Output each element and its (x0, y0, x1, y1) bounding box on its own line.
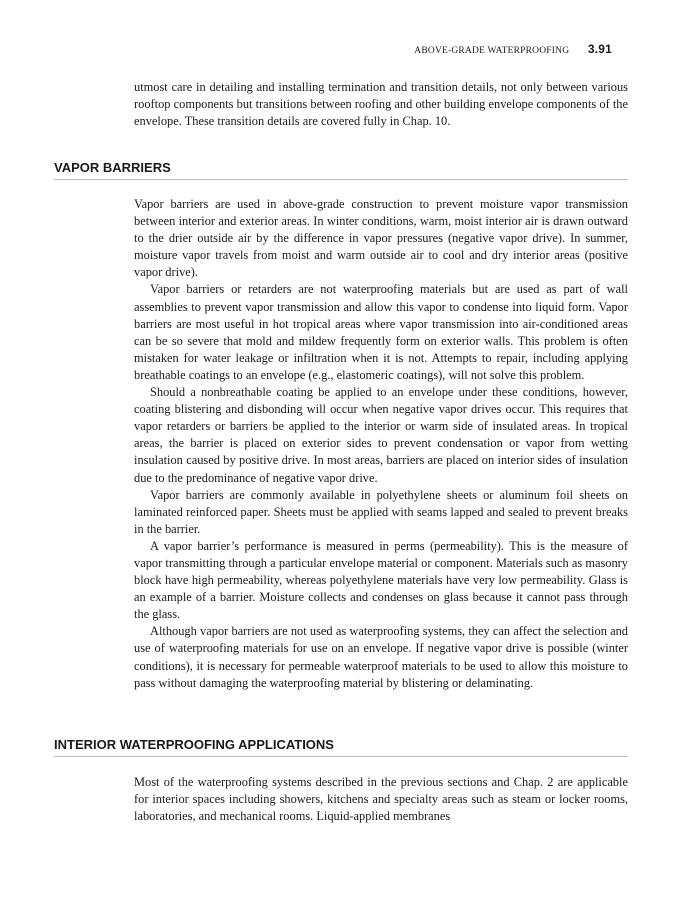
section-heading-vapor-barriers: VAPOR BARRIERS (54, 160, 628, 180)
section-heading-interior-waterproofing: INTERIOR WATERPROOFING APPLICATIONS (54, 737, 628, 757)
section-body-interior-waterproofing (134, 774, 628, 825)
paragraph: Vapor barriers are commonly available in polyethylene sheets or aluminum foil sheets on laminated reinforced paper. Sheets must be applied with seams lapped and sealed to prevent breaks in the barrier. (134, 487, 628, 536)
page-number: 3.91 (587, 42, 612, 56)
intro-paragraph: utmost care in detailing and installing termination and transition details, not only between various rooftop components but transitions between roofing and other building envelope components of the envelope. These transition details are covered fully in Chap. 10. (134, 80, 628, 129)
paragraph: Most of the waterproofing systems described in the previous sections and Chap. 2 are applicable for interior spaces including showers, kitchens and specialty areas such as steam or locker rooms, laboratories, and mechanical rooms. Liquid-applied membranes (134, 775, 628, 824)
paragraph: Should a nonbreathable coating be applied to an envelope under these conditions, however, coating blistering and disbonding will occur when negative vapor drives occur. This requires that vapor retarders or barriers be applied to the interior or warm side of insulated areas. In tropical areas, the barrier is placed on exterior sides to prevent condensation or vapor from wetting insulation caused by positive drive. In most areas, barriers are placed on interior sides of insulation due to the predominance of negative vapor drive. (134, 385, 628, 485)
running-title: ABOVE-GRADE WATERPROOFING (414, 46, 570, 56)
running-header (0, 42, 612, 56)
paragraph: Although vapor barriers are not used as waterproofing systems, they can affect the selection and use of waterproofing materials for use on an envelope. If negative vapor drive is possible (winter conditions), it is necessary for permeable waterproof materials to be used to allow this moisture to pass without damaging the waterproofing material by blistering or delaminating. (134, 624, 628, 690)
section-body-vapor-barriers (134, 196, 628, 692)
paragraph: Vapor barriers or retarders are not waterproofing materials but are used as part of wall assemblies to prevent vapor transmission and allow this vapor to condense into liquid form. Vapor barriers are most useful in hot tropical areas where vapor transmission into air-conditioned areas can be so severe that mold and mildew frequently form on exterior walls. This problem is often mistaken for water leakage or infiltration when it is not. Attempts to repair, including applying breathable coatings to an envelope (e.g., elastomeric coatings), will not solve this problem. (134, 282, 628, 382)
intro-block (134, 79, 628, 130)
paragraph: Vapor barriers are used in above-grade construction to prevent moisture vapor transmission between interior and exterior areas. In winter conditions, warm, moist interior air is drawn outward to the drier outside air by the difference in vapor pressures (negative vapor drive). In summer, moisture vapor travels from moist and warm outside air to cool and dry interior areas (positive vapor drive). (134, 197, 628, 280)
paragraph: A vapor barrier’s performance is measured in perms (permeability). This is the measure of vapor transmitting through a particular envelope material or component. Materials such as masonry block have high permeability, whereas polyethylene materials have very low permeability. Glass is an example of a barrier. Moisture collects and condenses on glass because it cannot pass through the glass. (134, 538, 628, 622)
